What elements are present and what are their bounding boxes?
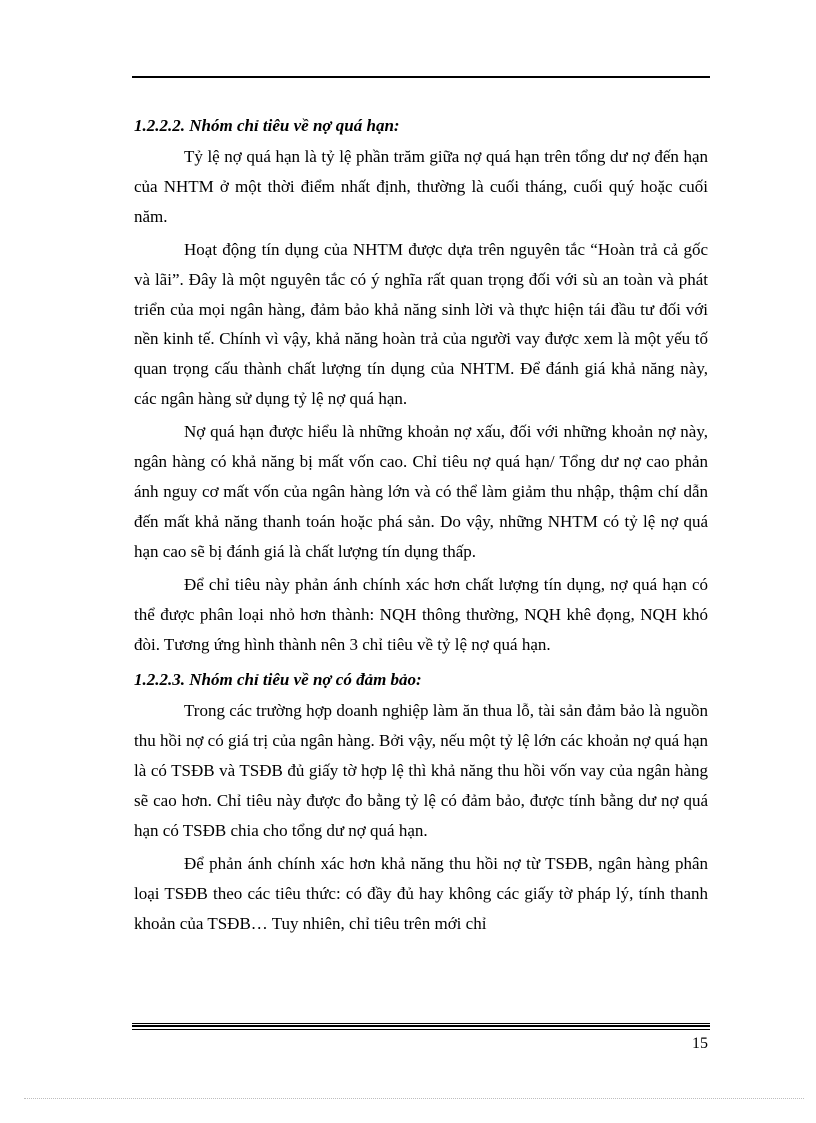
paragraph: Để chỉ tiêu này phản ánh chính xác hơn chất lượng tín dụng, nợ quá hạn có thể được phân loại nhỏ hơn thành: NQH thông thường, NQH khê đọng, NQH khó đòi. Tương ứng hình thành nên 3 chỉ tiêu về tỷ lệ nợ quá hạn.: [134, 574, 708, 654]
paragraph: Trong các trường hợp doanh nghiệp làm ăn thua lỗ, tài sản đảm bảo là nguồn thu hồi nợ có giá trị của ngân hàng. Bởi vậy, nếu một tỷ lệ lớn các khoản nợ quá hạn là có TSĐB và TSĐB đủ giấy tờ hợp lệ thì khả năng thu hồi vốn vay của ngân hàng sẽ cao hơn. Chỉ tiêu này được đo bằng tỷ lệ có đảm bảo, được tính bằng dư nợ quá hạn có TSĐB chia cho tổng dư nợ quá hạn.: [134, 701, 708, 841]
footer-rule-thin: [132, 1029, 710, 1030]
header-rule: [132, 76, 710, 78]
paragraph: Nợ quá hạn được hiểu là những khoản nợ xấu, đối với những khoản nợ này, ngân hàng có khả năng bị mất vốn cao. Chỉ tiêu nợ quá hạn/ Tổng dư nợ cao phản ánh nguy cơ mất vốn của ngân hàng lớn và có thể làm giảm thu nhập, thậm chí dẫn đến mất khả năng thanh toán hoặc phá sản. Do vậy, những NHTM có tỷ lệ nợ quá hạn cao sẽ bị đánh giá là chất lượng tín dụng thấp.: [134, 422, 708, 561]
paragraph: Hoạt động tín dụng của NHTM được dựa trên nguyên tắc “Hoàn trả cả gốc và lãi”. Đây là một nguyên tắc có ý nghĩa rất quan trọng đối với sù an toàn và phát triển của mọi ngân hàng, đảm bảo khả năng sinh lời và thực hiện tái đầu tư đối với nền kinh tế. Chính vì vậy, khả năng hoàn trả của người vay được xem là một yếu tố quan trọng cấu thành chất lượng tín dụng của NHTM. Để đánh giá khả năng này, các ngân hàng sử dụng tỷ lệ nợ quá hạn.: [134, 239, 708, 409]
paragraph: Để phản ánh chính xác hơn khả năng thu hồi nợ từ TSĐB, ngân hàng phân loại TSĐB theo các tiêu thức: có đầy đủ hay không các giấy tờ pháp lý, tính thanh khoản của TSĐB… Tuy nhiên, chỉ tiêu trên mới chỉ: [134, 853, 708, 933]
footer-rule: [132, 1023, 710, 1027]
page-body: [134, 108, 708, 942]
page-edge-divider: [24, 1098, 804, 1099]
paragraph: Tỷ lệ nợ quá hạn là tỷ lệ phần trăm giữa nợ quá hạn trên tổng dư nợ đến hạn của NHTM ở một thời điểm nhất định, thường là cuối tháng, cuối quý hoặc cuối năm.: [134, 147, 708, 226]
section-heading-secured-debt: 1.2.2.3. Nhóm chỉ tiêu về nợ có đảm bảo:: [134, 670, 422, 690]
section-heading-overdue-debt: 1.2.2.2. Nhóm chỉ tiêu về nợ quá hạn:: [134, 116, 400, 135]
page-number: 15: [692, 1035, 708, 1052]
